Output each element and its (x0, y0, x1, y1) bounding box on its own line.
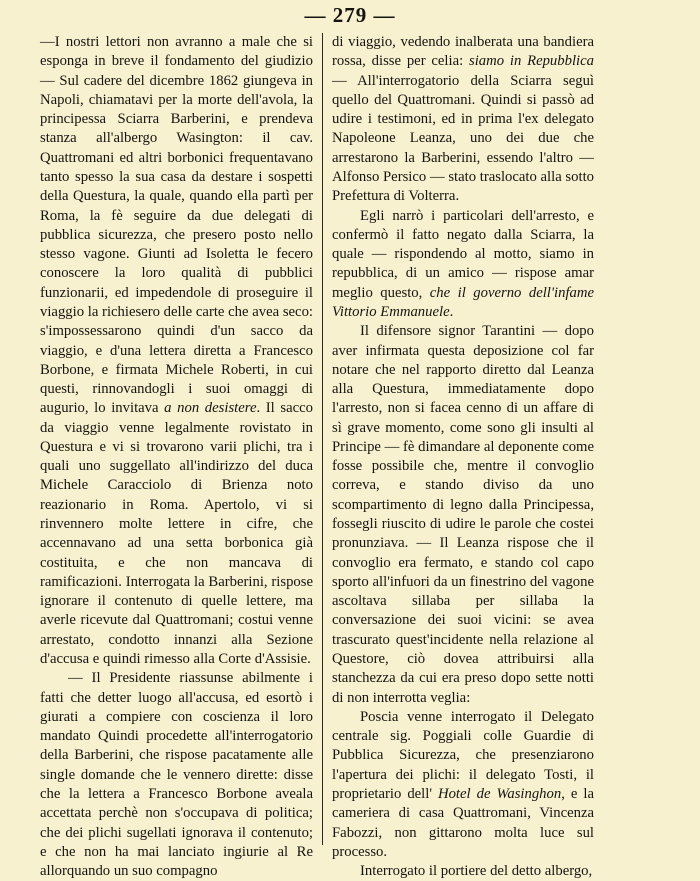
paragraph: di viaggio, vedendo inalberata una bandiera rossa, disse per celia: siamo in Repubblica — All'interrogatorio della Sciarra seguì quello del Quattromani. Quindi si passò ad udire i testimoni, ed in prima l'ex delegato Napoleone Leanza, uno dei due che arrestarono la Barberini, essendo l'altro — Alfonso Persico — stato traslocato alla sotto Prefettura di Volterra. (332, 34, 594, 205)
paragraph: Il difensore signor Tarantini — dopo aver infirmata questa deposizione col far notare che nel rapporto diretto dal Leanza alla Questura, immediatamente dopo l'arresto, non si facea cenno di un affare di sì grave momento, come sono gli insulti al Principe — fè dimandare al deponente come fosse possibile che, mentre il convoglio correva, e stando diviso da uno scompartimento di legno dalla Principessa, fossegli riuscito di udire le parole che costei pronunziava. — Il Leanza rispose che il convoglio era fermato, e stando col capo sporto all'infuori da un finestrino del vagone ascoltava sillaba per sillaba la conversazione dei suoi vicini: se avea trascurato quest'incidente nella relazione al Questore, ciò dovea attribuirsi alla stanchezza da cui era preso dopo sette notti di non interrotta veglia: (332, 323, 594, 706)
left-column (40, 33, 313, 881)
italic-phrase: che il governo dell'infame Vittorio Emmanuele (332, 284, 595, 320)
paragraph: Interrogato il portiere del detto albergo, (360, 863, 593, 880)
italic-phrase: a non desistere (164, 400, 257, 417)
paragraph: — Il Presidente riassunse abilmente i fatti che detter luogo all'accusa, ed esortò i giurati a compiere con coscienza il loro mandato Quindi procedette all'interrogatorio della Barberini, che rispose pacatamente alle single domande che le vennero dirette: disse che la lettera a Francesco Borbone aveala accettata perchè non s'occupava di politica; che dei plichi sugellati ignorava il contenuto; e che non ha mai lanciato ingiurie al Re allorquando un suo compagno (40, 670, 313, 880)
paragraph: Egli narrò i particolari dell'arresto, e confermò il fatto negato dalla Sciarra, la quale — rispondendo al motto, siamo in repubblica, di un amico — rispose amar meglio questo, che il governo dell'infame Vittorio Emmanuele. (332, 207, 595, 320)
column-divider (322, 33, 323, 845)
paragraph: Poscia venne interrogato il Delegato centrale sig. Poggiali colle Guardie di Pubblica Sicurezza, che presenziarono l'apertura dei plichi: il delegato Tosti, il proprietario dell' Hotel de Wasinghon, e la cameriera di casa Quattromani, Vincenza Fabozzi, non gittarono molta luce sul processo. (332, 708, 594, 860)
page-number: — 279 — (304, 3, 396, 27)
italic-phrase: Hotel de Wasinghon (437, 785, 562, 802)
italic-phrase: siamo in Repubblica (468, 53, 594, 70)
right-column (332, 33, 594, 881)
paragraph: —I nostri lettori non avranno a male che si esponga in breve il fondamento del giudizio — Sul cadere del dicembre 1862 giungeva in Napoli, chiamatavi per la morte dell'avola, la principessa Sciarra Barberini, e prendeva stanza all'albergo Wasington: il cav. Quattromani ed altri borbonici frequentavano tanto spesso la sua casa da destare i sospetti della Questura, la quale, quando ella partì per Roma, la fè seguire da due delegati di pubblica sicurezza, che presero posto nello stesso vagone. Giunti ad Isoletta le fecero conoscere la loro qualità di pubblici funzionarii, ed impedendole di proseguire il viaggio la richiesero delle carte che avea seco: s'impossessarono quindi d'un sacco da viaggio, e d'una lettera diretta a Francesco Borbone, e firmata Michele Roberti, in cui questi, rinnovandogli i suoi omaggi di augurio, lo invitava a non desistere. Il sacco da viaggio venne legalmente rovistato in Questura e vi si trovarono varii plichi, tra i quali uno suggellato all'indirizzo del duca Michele Caracciolo di Brienza noto reazionario in Roma. Apertolo, vi si rinvennero molte lettere in cifre, che accennavano ad una setta borbonica già costituita, e che non mancava di ramificazioni. Interrogata la Barberini, rispose ignorare il contenuto di quelle lettere, ma averle ricevute dal Quattromani; costui venne arrestato, condotto innanzi alla Sezione d'accusa e quindi rimesso alla Corte d'Assisie. (40, 34, 314, 667)
